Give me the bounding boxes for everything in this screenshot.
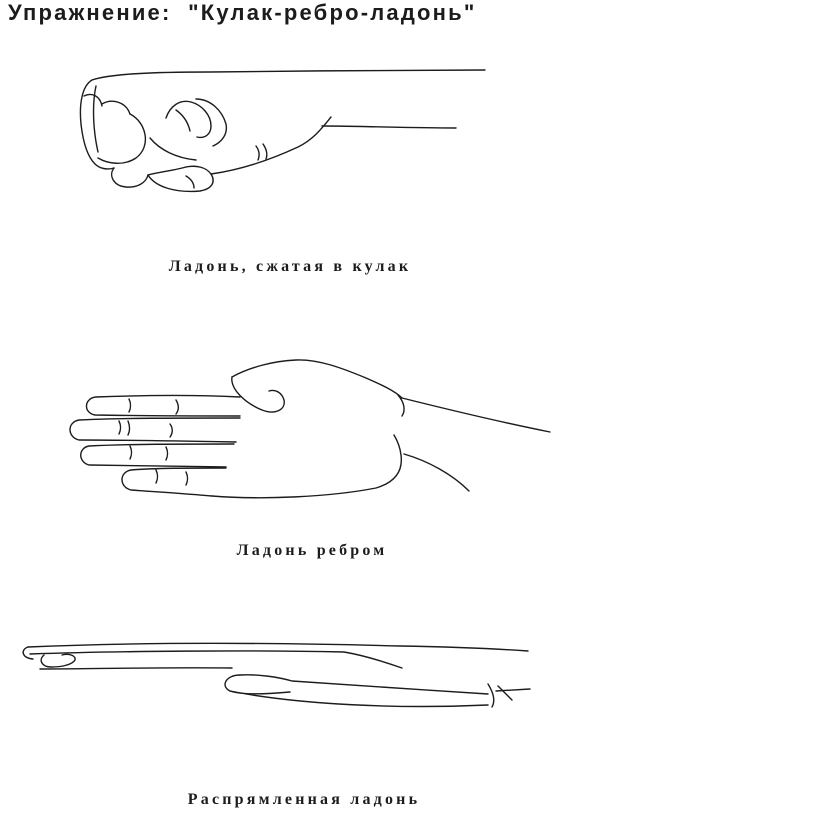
- caption-flat-palm: Распрямленная ладонь: [187, 791, 421, 808]
- flat-palm-drawing: [23, 643, 530, 707]
- caption-fist: Ладонь, сжатая в кулак: [168, 258, 412, 275]
- page-title: Упражнение: "Кулак-ребро-ладонь": [8, 0, 477, 25]
- caption-hand-edge: Ладонь ребром: [236, 542, 388, 559]
- hand-edge-drawing: [70, 360, 550, 498]
- fist-drawing: [80, 70, 485, 191]
